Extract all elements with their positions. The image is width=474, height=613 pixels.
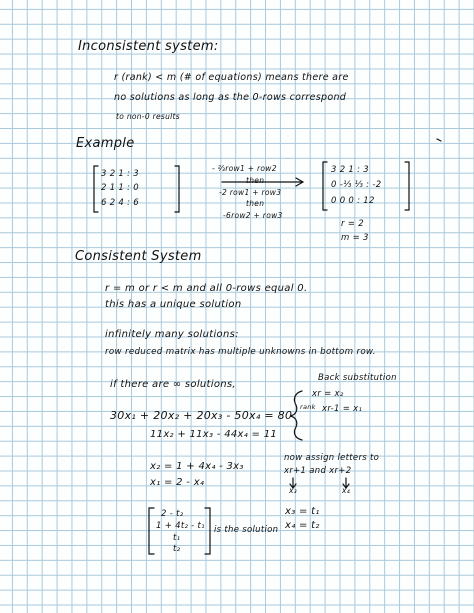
vector-entry: t₁	[173, 533, 181, 543]
matrix1-row: 3 2 1 : 3	[101, 169, 140, 179]
vector-entry: t₂	[173, 544, 181, 554]
equation-2: 11x₂ + 11x₃ - 44x₄ = 11	[150, 429, 278, 440]
assign-target-2: x₄	[342, 486, 351, 495]
solution-label: is the solution	[214, 525, 279, 535]
back-sub-line-2: xr-1 = x₁	[322, 404, 363, 414]
inconsistent-line-2: no solutions as long as the 0-rows correspond	[114, 92, 347, 103]
inconsistent-line-1: r (rank) < m (# of equations) means there are	[114, 72, 349, 83]
consistent-line-4: row reduced matrix has multiple unknowns in bottom row.	[105, 347, 376, 357]
matrix1-row: 6 2 4 : 6	[101, 198, 140, 208]
matrix2-left-bracket	[323, 162, 327, 210]
matrix2-row: 3 2 1 : 3	[331, 165, 370, 175]
consistent-heading: Consistent System	[75, 249, 202, 264]
solution-x1: x₁ = 2 - x₄	[150, 477, 205, 488]
consistent-line-1: r = m or r < m and all 0-rows equal 0.	[105, 283, 308, 294]
matrix2-right-bracket	[405, 162, 409, 210]
equations-count: m = 3	[341, 233, 369, 243]
assign-target-1: x₃	[289, 486, 298, 495]
infinite-solutions-line: if there are ∞ solutions,	[110, 379, 236, 390]
matrix1-right-bracket	[175, 166, 179, 212]
vector-entry: 2 - t₂	[161, 509, 184, 519]
assign-variables: xr+1 and xr+2	[284, 466, 352, 476]
inconsistent-line-3: to non-0 results	[116, 112, 180, 121]
row-op-then: then	[246, 199, 265, 208]
vector-left-bracket	[149, 508, 154, 554]
rank-label: rank	[300, 403, 316, 411]
rank-value: r = 2	[341, 219, 364, 229]
row-op: - ⅔row1 + row2	[212, 164, 277, 173]
letter-assignment-1: x₃ = t₁	[285, 506, 320, 517]
row-op-then: then	[246, 176, 265, 185]
tick-mark	[437, 139, 441, 141]
matrix1-row: 2 1 1 : 0	[101, 183, 140, 193]
solution-x2: x₂ = 1 + 4x₄ - 3x₃	[150, 461, 244, 472]
vector-entry: 1 + 4t₂ - t₁	[156, 521, 205, 531]
equation-1: 30x₁ + 20x₂ + 20x₃ - 50x₄ = 80	[110, 409, 293, 422]
page-title: Inconsistent system:	[78, 39, 219, 54]
consistent-line-3: infinitely many solutions:	[105, 329, 239, 340]
example-heading: Example	[76, 136, 135, 151]
letter-assignment-2: x₄ = t₂	[285, 520, 320, 531]
row-op: -6row2 + row3	[223, 211, 283, 220]
vector-right-bracket	[205, 508, 210, 554]
back-substitution-label: Back substitution	[318, 373, 397, 383]
matrix1-left-bracket	[94, 166, 98, 212]
matrix2-row: 0 -⅓ ⅓ : -2	[331, 180, 382, 190]
row-op: -2 row1 + row3	[219, 188, 282, 197]
matrix2-row: 0 0 0 : 12	[331, 196, 375, 206]
back-sub-line-1: xr = x₂	[312, 389, 344, 399]
assign-letters-line: now assign letters to	[284, 453, 380, 463]
consistent-line-2: this has a unique solution	[105, 299, 242, 310]
